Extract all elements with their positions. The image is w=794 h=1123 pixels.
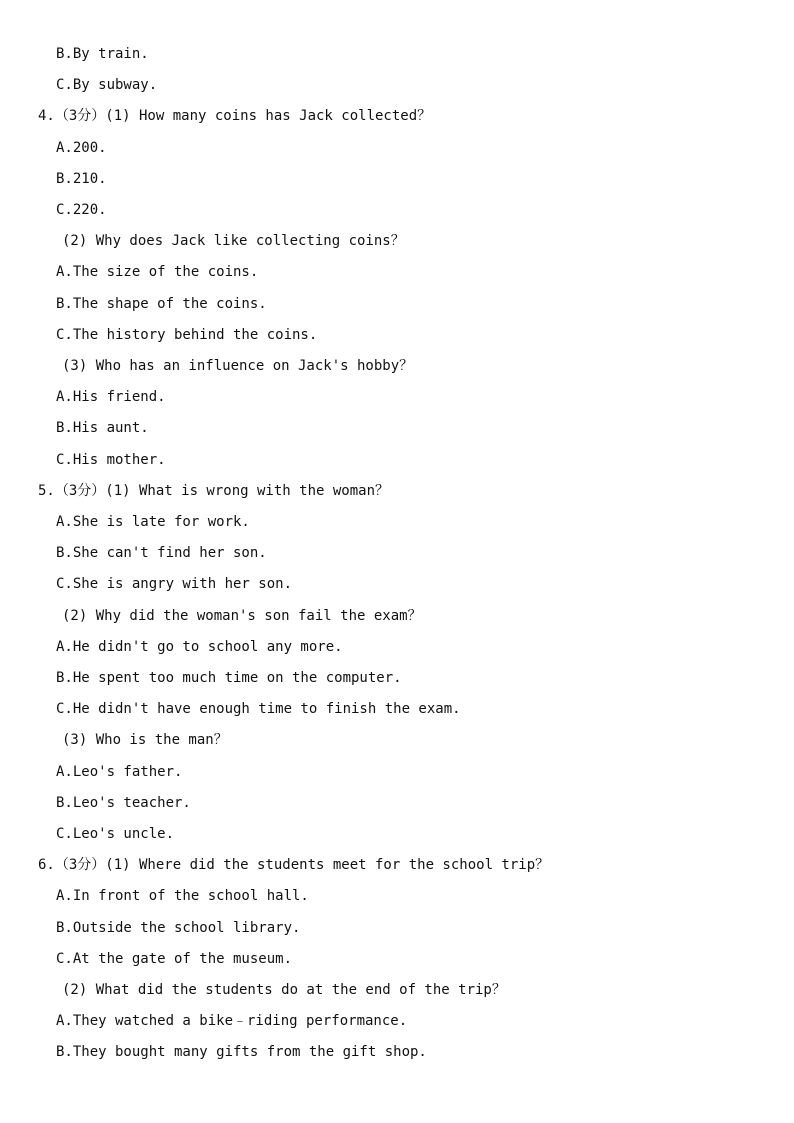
answer-option: B.Leo's teacher. <box>56 794 191 811</box>
sub-question: (2) What did the students do at the end of the trip？ <box>62 982 506 998</box>
answer-option: B.By train. <box>56 46 149 62</box>
question-heading: 6.（3分）(1) Where did the students meet for the school trip？ <box>38 857 550 874</box>
answer-option: A.They watched a bike﹣riding performance. <box>56 1013 408 1030</box>
answer-option: C.The history behind the coins. <box>56 326 318 343</box>
answer-option: A.200. <box>56 139 107 156</box>
answer-option: A.The size of the coins. <box>56 264 259 281</box>
answer-option: C.His mother. <box>56 451 166 468</box>
answer-option: B.Outside the school library. <box>56 919 301 936</box>
answer-option: C.She is angry with her son. <box>56 576 293 593</box>
question-heading: 5.（3分）(1) What is wrong with the woman？ <box>38 482 390 499</box>
answer-option: B.210. <box>56 170 107 187</box>
answer-option: A.Leo's father. <box>56 763 183 780</box>
answer-option: A.In front of the school hall. <box>56 888 309 905</box>
answer-option: C.He didn't have enough time to finish the exam. <box>56 701 461 718</box>
sub-question: (2) Why does Jack like collecting coins？ <box>62 233 405 250</box>
answer-option: A.He didn't go to school any more. <box>56 638 343 655</box>
sub-question: (3) Who has an influence on Jack's hobby？ <box>62 358 414 374</box>
sub-question: (3) Who is the man？ <box>62 732 228 749</box>
answer-option: B.The shape of the coins. <box>56 295 267 312</box>
answer-option: C.Leo's uncle. <box>56 826 175 842</box>
answer-option: B.His aunt. <box>56 420 149 437</box>
sub-question: (2) Why did the woman's son fail the exam？ <box>62 607 422 624</box>
answer-option: B.They bought many gifts from the gift shop. <box>56 1044 427 1061</box>
answer-option: B.She can't find her son. <box>56 545 267 562</box>
answer-option: B.He spent too much time on the computer. <box>56 670 402 686</box>
answer-option: C.At the gate of the museum. <box>56 950 293 967</box>
answer-option: A.His friend. <box>56 389 166 406</box>
answer-option: A.She is late for work. <box>56 514 250 530</box>
question-heading: 4.（3分）(1) How many coins has Jack collected？ <box>38 108 432 125</box>
answer-option: C.By subway. <box>56 77 158 94</box>
answer-option: C.220. <box>56 202 107 218</box>
